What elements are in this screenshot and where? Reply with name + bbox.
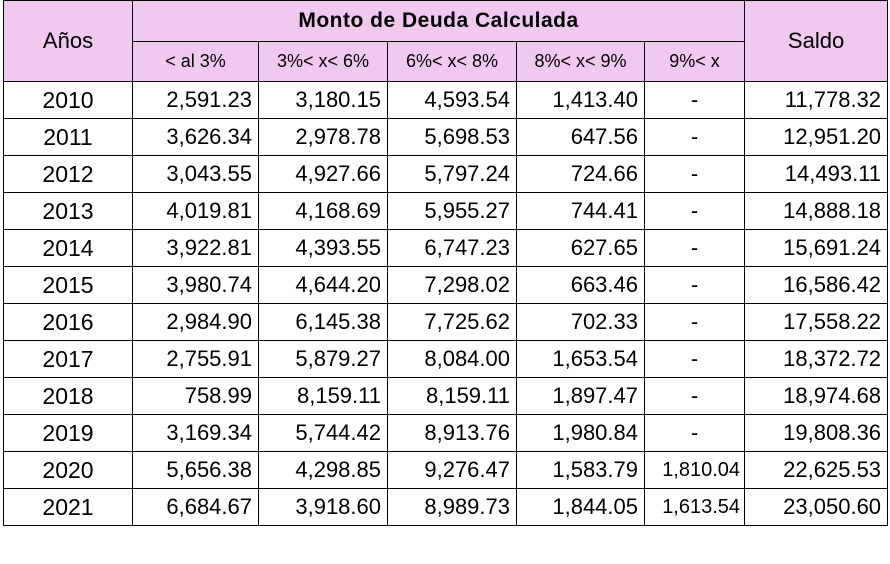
- value-3-6-cell: 5,744.42: [259, 415, 388, 452]
- saldo-cell: 18,974.68: [745, 378, 888, 415]
- years-header: Años: [4, 1, 133, 82]
- value-8-9-cell: 724.66: [517, 156, 645, 193]
- saldo-cell: 22,625.53: [745, 452, 888, 489]
- value-gt9-cell: -: [645, 156, 745, 193]
- saldo-cell: 15,691.24: [745, 230, 888, 267]
- value-6-8-cell: 8,989.73: [388, 489, 517, 526]
- value-6-8-cell: 4,593.54: [388, 82, 517, 119]
- saldo-cell: 17,558.22: [745, 304, 888, 341]
- value-lt3-cell: 3,169.34: [133, 415, 259, 452]
- table-row: [4, 489, 888, 526]
- table-row: [4, 452, 888, 489]
- value-3-6-cell: 5,879.27: [259, 341, 388, 378]
- value-3-6-cell: 4,168.69: [259, 193, 388, 230]
- value-6-8-cell: 6,747.23: [388, 230, 517, 267]
- value-gt9-cell: -: [645, 193, 745, 230]
- subheader-lt3: < al 3%: [133, 41, 259, 82]
- year-cell: 2020: [4, 452, 133, 489]
- value-6-8-cell: 8,159.11: [388, 378, 517, 415]
- value-lt3-cell: 2,591.23: [133, 82, 259, 119]
- value-6-8-cell: 5,797.24: [388, 156, 517, 193]
- value-gt9-cell: -: [645, 378, 745, 415]
- value-8-9-cell: 1,653.54: [517, 341, 645, 378]
- value-lt3-cell: 3,980.74: [133, 267, 259, 304]
- debt-table-container: [3, 0, 887, 526]
- table-header: [4, 1, 888, 82]
- value-8-9-cell: 702.33: [517, 304, 645, 341]
- group-header: Monto de Deuda Calculada: [133, 1, 745, 42]
- value-gt9-cell: 1,810.04: [645, 452, 745, 489]
- subheader-6-8: 6%< x< 8%: [388, 41, 517, 82]
- subheader-3-6: 3%< x< 6%: [259, 41, 388, 82]
- year-cell: 2018: [4, 378, 133, 415]
- subheader-gt9: 9%< x: [645, 41, 745, 82]
- value-lt3-cell: 3,626.34: [133, 119, 259, 156]
- table-row: [4, 119, 888, 156]
- value-lt3-cell: 5,656.38: [133, 452, 259, 489]
- table-row: [4, 415, 888, 452]
- table-row: [4, 82, 888, 119]
- saldo-cell: 23,050.60: [745, 489, 888, 526]
- value-gt9-cell: -: [645, 267, 745, 304]
- value-8-9-cell: 627.65: [517, 230, 645, 267]
- value-8-9-cell: 663.46: [517, 267, 645, 304]
- table-row: [4, 193, 888, 230]
- value-8-9-cell: 1,980.84: [517, 415, 645, 452]
- saldo-cell: 12,951.20: [745, 119, 888, 156]
- value-3-6-cell: 2,978.78: [259, 119, 388, 156]
- value-3-6-cell: 6,145.38: [259, 304, 388, 341]
- value-3-6-cell: 3,180.15: [259, 82, 388, 119]
- year-cell: 2012: [4, 156, 133, 193]
- table-body: [4, 82, 888, 526]
- value-3-6-cell: 4,644.20: [259, 267, 388, 304]
- value-gt9-cell: -: [645, 230, 745, 267]
- year-cell: 2014: [4, 230, 133, 267]
- table-row: [4, 267, 888, 304]
- value-8-9-cell: 1,413.40: [517, 82, 645, 119]
- saldo-cell: 18,372.72: [745, 341, 888, 378]
- saldo-cell: 14,888.18: [745, 193, 888, 230]
- table-row: [4, 304, 888, 341]
- year-cell: 2013: [4, 193, 133, 230]
- value-gt9-cell: -: [645, 304, 745, 341]
- value-lt3-cell: 3,043.55: [133, 156, 259, 193]
- value-gt9-cell: 1,613.54: [645, 489, 745, 526]
- table-row: [4, 156, 888, 193]
- table-row: [4, 230, 888, 267]
- value-6-8-cell: 5,955.27: [388, 193, 517, 230]
- table-row: [4, 341, 888, 378]
- table-row: [4, 378, 888, 415]
- value-lt3-cell: 758.99: [133, 378, 259, 415]
- year-cell: 2016: [4, 304, 133, 341]
- value-3-6-cell: 4,298.85: [259, 452, 388, 489]
- value-3-6-cell: 4,927.66: [259, 156, 388, 193]
- value-8-9-cell: 1,844.05: [517, 489, 645, 526]
- value-6-8-cell: 8,913.76: [388, 415, 517, 452]
- value-lt3-cell: 2,755.91: [133, 341, 259, 378]
- year-cell: 2010: [4, 82, 133, 119]
- value-lt3-cell: 4,019.81: [133, 193, 259, 230]
- value-lt3-cell: 6,684.67: [133, 489, 259, 526]
- value-lt3-cell: 2,984.90: [133, 304, 259, 341]
- value-lt3-cell: 3,922.81: [133, 230, 259, 267]
- value-gt9-cell: -: [645, 415, 745, 452]
- saldo-header: Saldo: [745, 1, 888, 82]
- year-cell: 2021: [4, 489, 133, 526]
- value-6-8-cell: 7,298.02: [388, 267, 517, 304]
- subheader-8-9: 8%< x< 9%: [517, 41, 645, 82]
- saldo-cell: 19,808.36: [745, 415, 888, 452]
- value-3-6-cell: 8,159.11: [259, 378, 388, 415]
- value-6-8-cell: 9,276.47: [388, 452, 517, 489]
- year-cell: 2017: [4, 341, 133, 378]
- value-6-8-cell: 5,698.53: [388, 119, 517, 156]
- value-8-9-cell: 647.56: [517, 119, 645, 156]
- value-gt9-cell: -: [645, 119, 745, 156]
- debt-table: [3, 0, 888, 526]
- header-row-top: [4, 1, 888, 42]
- value-8-9-cell: 1,897.47: [517, 378, 645, 415]
- value-3-6-cell: 3,918.60: [259, 489, 388, 526]
- value-gt9-cell: -: [645, 82, 745, 119]
- saldo-cell: 11,778.32: [745, 82, 888, 119]
- year-cell: 2019: [4, 415, 133, 452]
- year-cell: 2011: [4, 119, 133, 156]
- year-cell: 2015: [4, 267, 133, 304]
- value-6-8-cell: 7,725.62: [388, 304, 517, 341]
- value-8-9-cell: 744.41: [517, 193, 645, 230]
- saldo-cell: 16,586.42: [745, 267, 888, 304]
- value-8-9-cell: 1,583.79: [517, 452, 645, 489]
- saldo-cell: 14,493.11: [745, 156, 888, 193]
- value-gt9-cell: -: [645, 341, 745, 378]
- value-6-8-cell: 8,084.00: [388, 341, 517, 378]
- value-3-6-cell: 4,393.55: [259, 230, 388, 267]
